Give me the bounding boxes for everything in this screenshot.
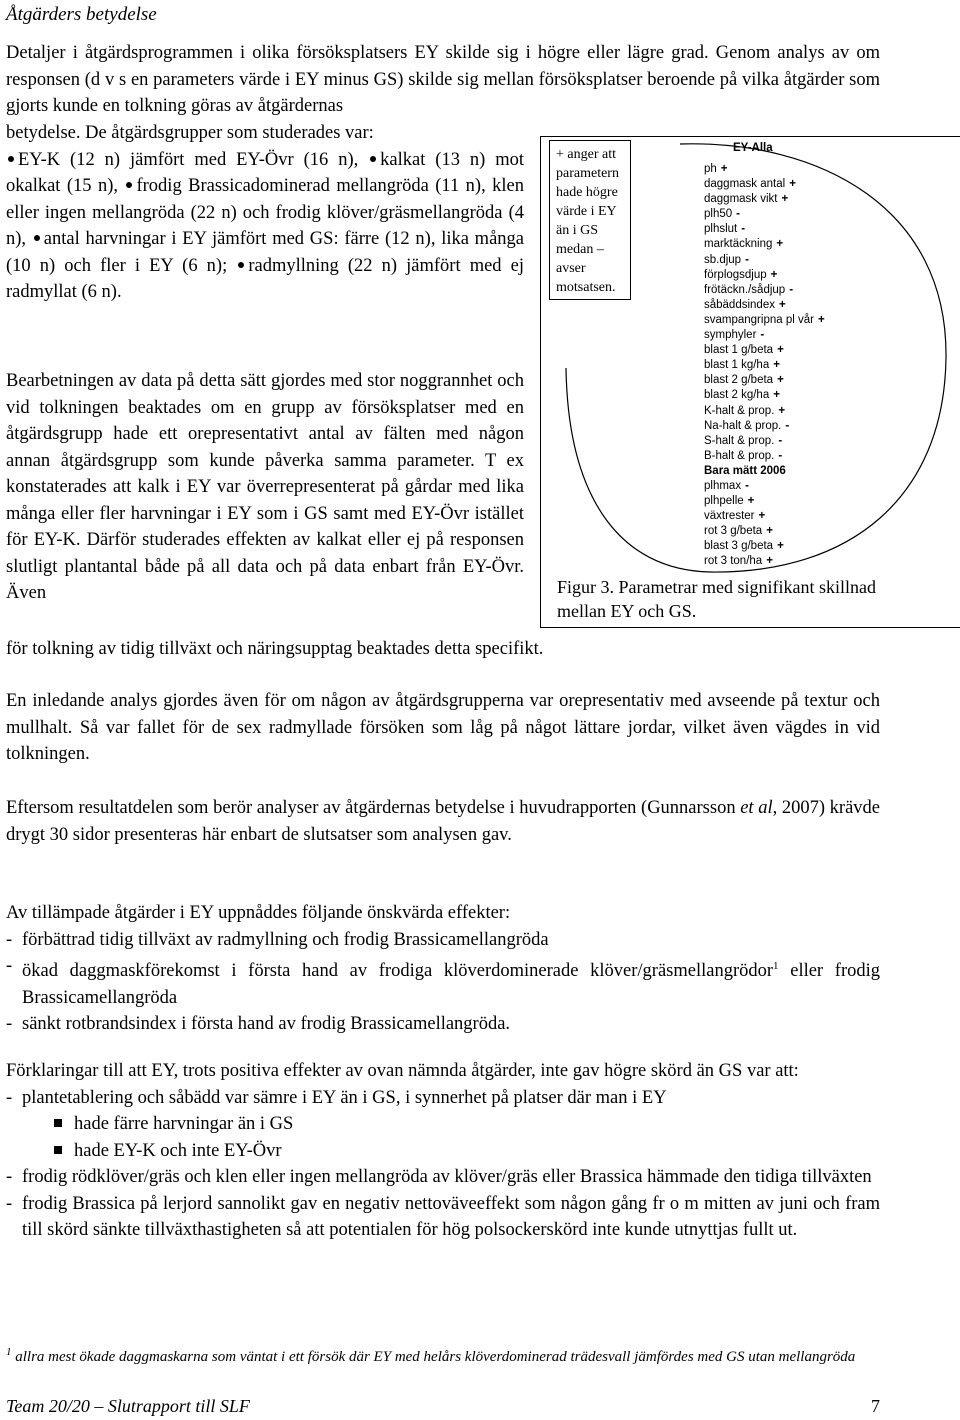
parameter-row: svampangripna pl vår + [704,313,825,326]
explanations-intro: Förklaringar till att EY, trots positiva effekter av ovan nämnda åtgärder, inte gav högre skörd än GS var att: [6,1061,799,1081]
parameter-row: plhpelle + [704,495,755,508]
parameter-row: blast 2 kg/ha + [704,389,780,402]
intro-text: Detaljer i åtgärdsprogrammen i olika försöksplatsers EY skilde sig i högre eller lägre grad. Genom analys av om responsen (d v s en parameters värde i EY minus GS) skilde sig mellan försöksplatser beroende på vilka åtgärder som gjorts kunde en tolkning göras av åtgärdernas [6,43,880,116]
parameter-row: S-halt & prop. - [704,434,783,447]
sub-item: hade EY-K och inte EY-Övr [54,1138,880,1165]
parameter-row: rot 3 g/beta + [704,525,773,538]
parameter-row: symphyler - [704,329,765,342]
effects-section [6,900,880,1038]
parameter-row: plh50 - [704,208,740,221]
footnote-mark: 1 [773,960,779,972]
bullet-icon [238,262,244,268]
parameter-row: plhslut - [704,223,746,236]
explanation-item: - frodig Brassica på lerjord sannolikt gav en negativ nettoväveeffekt som någon gång fr o m mitten av juni och fram till skörd sänkte tillväxthastigheten så att potentialen för hög polsockerskörd inte kunde utnyttjas fullt ut. [6,1191,880,1244]
groups-paragraph [6,120,524,306]
parameter-row: blast 1 g/beta + [704,344,784,357]
group-item: radmyllning (22 n) jämfört med ej radmyllat (6 n). [6,255,524,302]
parameter-row: plhmax - [704,479,749,492]
page-number: 7 [871,1396,880,1416]
parameter-row: Na-halt & prop. - [704,419,790,432]
effect-item: - förbättrad tidig tillväxt av radmyllning och frodig Brassicamellangröda [6,927,880,954]
parameter-row: rot 3 ton/ha + [704,555,773,568]
figure-title: EY-Alla [733,142,773,154]
parameter-row: förplogsdjup + [704,268,778,281]
parameter-row: ph + [704,163,728,175]
processing-paragraph [6,368,524,607]
parameter-row: frötäckn./sådjup - [704,283,794,296]
effects-list [6,927,880,1038]
bullet-icon [34,235,40,241]
parameter-group-heading: Bara mätt 2006 [704,464,786,477]
explanation-item: - plantetablering och såbädd var sämre i EY än i GS, i synnerhet på platser där man i EY hade färre harvningar än i GS hade EY-K och inte EY-Övr [6,1085,880,1165]
parameter-row: såbäddsindex + [704,298,786,311]
bullet-icon [8,156,14,162]
explanation-sublist [22,1111,880,1164]
group-item: antal harvningar i EY jämfört med GS: färre (12 n), lika många (10 n) och fler i EY (6 n); [6,229,524,276]
explanations-list [6,1085,880,1244]
texture-paragraph: En inledande analys gjordes även för om någon av åtgärdsgrupperna var orepresentativ med avseende på textur och mullhalt. Så var fallet för de sex radmyllade försöken som låg på något lättare jordar, vilket även vägdes in vid tolkningen. [6,691,880,764]
footnote: $^1$ allra mest ökade daggmaskarna som väntat i ett försök där EY med helårs klöverdominerad trädesvall jämfördes med GS utan mellangröda [6,1346,856,1365]
footer-title: Team 20/20 – Slutrapport till SLF [6,1396,250,1416]
effect-item: - sänkt rotbrandsindex i första hand av frodig Brassicamellangröda. [6,1011,880,1038]
parameter-row: blast 1 kg/ha + [704,359,780,372]
effect-item: - ökad daggmaskförekomst i första hand av frodiga klöverdominerade klöver/gräsmellangrödor$^1$ eller frodig Brassicamellangröda [6,953,880,1011]
sub-item: hade färre harvningar än i GS [54,1111,880,1138]
parameter-row: K-halt & prop. + [704,404,786,417]
processing-text: Bearbetningen av data på detta sätt gjordes med stor noggrannhet och vid tolkningen beaktades om en grupp av försöksplatser med en åtgärdsgrupp hade ett orepresentativt antal av fälten med någon annan åtgärdsgrupp som kunde påverka samma parameter. T ex konstaterades att kalk i EY var överrepresenterat på gårdar med lika många eller fler harvningar i EY som i GS samt med EY-Övr istället för EY-K. Därför studerades effekten av kalkat eller ej på responsen slutligt plantantal både på all data och på data enbart från EY-Övr. Även [6,371,524,603]
figure-legend: + anger att parametern hade högre värde i EY än i GS medan – avser motsatsen. [549,140,631,300]
group-item: frodig Brassicadominerad mellangröda (11 n), klen eller ingen mellangröda (22 n) och frodig klöver/gräsmellangröda (4 n), [6,176,525,249]
explanations-section [6,1058,880,1244]
parameter-row: sb.djup - [704,253,749,266]
parameter-row: växtrester + [704,510,766,523]
parameter-row: daggmask vikt + [704,193,789,206]
page-footer [6,1396,880,1417]
figure-parameter-list [704,162,825,570]
figure-caption: Figur 3. Parametrar med signifikant skillnad mellan EY och GS. [557,575,931,623]
bullet-icon [370,156,376,162]
parameter-row: blast 2 g/beta + [704,374,784,387]
intro-paragraph [6,40,880,120]
bullet-icon [126,182,132,188]
parameter-row: marktäckning + [704,238,784,251]
effects-intro: Av tillämpade åtgärder i EY uppnåddes följande önskvärda effekter: [6,903,511,923]
parameter-row: B-halt & prop. - [704,449,783,462]
processing-tail: för tolkning av tidig tillväxt och näringsupptag beaktades detta specifikt. [6,639,544,659]
report-paragraph: Eftersom resultatdelen som berör analyser av åtgärdernas betydelse i huvudrapporten (Gunnarsson et al, 2007) krävde drygt 30 sidor presenteras här enbart de slutsatser som analysen gav. [6,798,880,845]
explanation-item: - frodig rödklöver/gräs och klen eller ingen mellangröda av klöver/gräs eller Brassica hämmade den tidiga tillväxten [6,1164,880,1191]
groups-intro: betydelse. De åtgärdsgrupper som studerades var: [6,123,374,143]
page-heading: Åtgärders betydelse [6,4,157,25]
group-item: kalkat (13 n) mot okalkat (15 n), [6,149,525,196]
parameter-row: blast 3 g/beta + [704,540,784,553]
parameter-row: daggmask antal + [704,178,796,191]
footnote-number: 1 [6,1346,12,1358]
group-item: EY-K (12 n) jämfört med EY-Övr (16 n), [18,149,359,170]
